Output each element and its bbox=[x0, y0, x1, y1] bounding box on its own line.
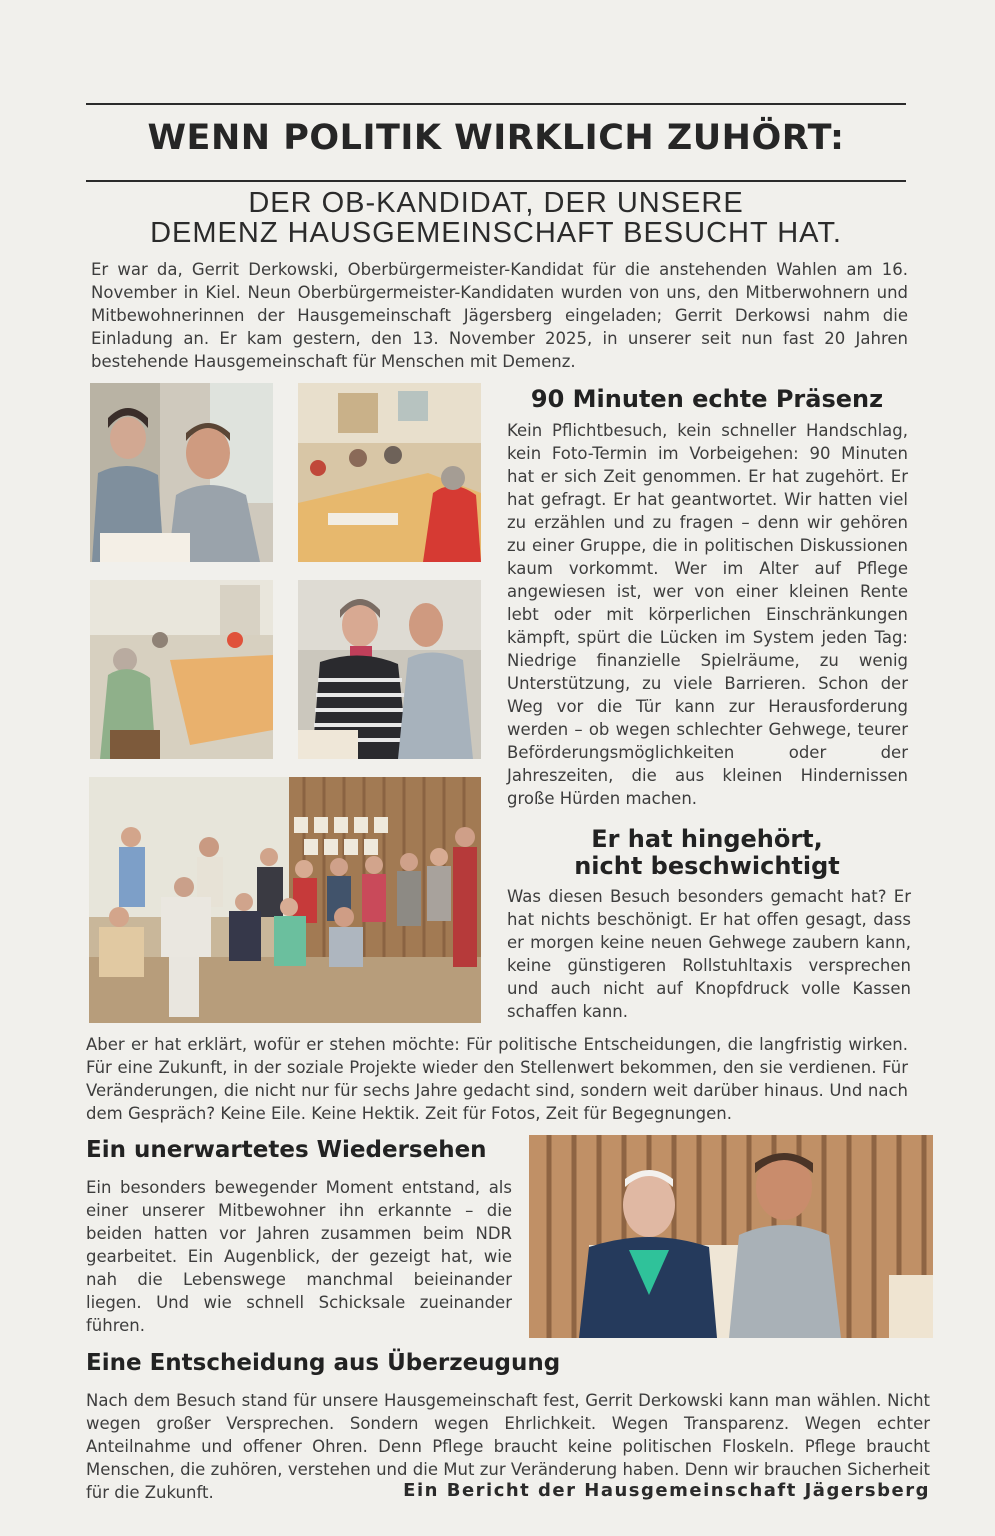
photo-group-picture bbox=[89, 777, 481, 1023]
section-text-listened-continued: Aber er hat erklärt, wofür er stehen möchte: Für politische Entscheidungen, die langfristig wirken. Für eine Zukunft, in der soziale Projekte wieder den Stellenwert bekommen, den sie verdienen. Für Veränderungen, die nicht nur für sechs Jahre gedacht sind, sondern weit darüber hinaus. Und nach dem Gespräch? Keine Eile. Keine Hektik. Zeit für Fotos, Zeit für Begegnungen. bbox=[86, 1035, 908, 1123]
top-rule bbox=[86, 103, 906, 105]
page-title: WENN POLITIK WIRKLICH ZUHÖRT: bbox=[147, 118, 845, 158]
section-heading-presence: 90 Minuten echte Präsenz bbox=[530, 385, 884, 413]
section-text-listened: Was diesen Besuch besonders gemacht hat? Er hat nichts beschönigt. Er hat offen gesagt, dass er morgen keine neuen Gehwege zaubern kann, keine günstigeren Rollstuhltaxis versprechen und auch nicht auf Knopfdruck volle Kassen schaffen kann. bbox=[507, 887, 911, 1021]
photo-woman-speaking bbox=[298, 580, 481, 759]
subtitle-line-2: DEMENZ HAUSGEMEINSCHAFT BESUCHT HAT. bbox=[150, 217, 842, 249]
section-heading-reunion: Ein unerwartetes Wiedersehen bbox=[86, 1137, 487, 1163]
title-rule bbox=[86, 180, 906, 182]
page-subtitle bbox=[86, 188, 906, 248]
section-heading-listened-line-2: nicht beschwichtigt bbox=[574, 852, 840, 880]
section-text-reunion: Ein besonders bewegender Moment entstand, als einer unserer Mitbewohner ihn erkannte – die beiden hatten vor Jahren zusammen beim NDR gearbeitet. Ein Augenblick, der gezeigt hat, wie nah die Lebenswege manchmal beieinander liegen. Und wie schnell Schicksale zueinander führen. bbox=[86, 1178, 512, 1335]
section-heading-listened-line-1: Er hat hingehört, bbox=[591, 825, 823, 853]
section-heading-listened bbox=[507, 826, 907, 880]
section-text-decision: Nach dem Besuch stand für unsere Hausgemeinschaft fest, Gerrit Derkowski kann man wählen. Nicht wegen großer Versprechen. Sondern wegen Ehrlichkeit. Wegen Transparenz. Wegen echter Anteilnahme und offener Ohren. Denn Pflege braucht keine politischen Floskeln. Pflege braucht Menschen, die zuhören, verstehen und die Mut zur Veränderung haben. Denn wir brauchen Sicherheit für die Zukunft. bbox=[86, 1391, 930, 1502]
section-text-presence: Kein Pflichtbesuch, kein schneller Handschlag, kein Foto-Termin im Vorbeigehen: 90 Minuten hat er sich Zeit genommen. Er hat zugehört. Er hat gefragt. Er hat geantwortet. Wir hatten viel zu erzählen und zu fragen – denn wir gehören zu einer Gruppe, die in politischen Diskussionen kaum vorkommt. Wer im Alter auf Pflege angewiesen ist, wer von einer kleinen Rente lebt oder mit körperlichen Einschränkungen kämpft, spürt die Lücken im System jeden Tag: Niedrige finanzielle Spielräume, zu wenig Unterstützung, zu viele Barrieren. Schon der Weg vor die Tür kann zur Herausforderung werden – ob wegen schlechter Gehwege, teurer Beförderungsmöglichkeiten oder der Jahreszeiten, die aus kleinen Hindernissen große Hürden machen. bbox=[507, 421, 908, 808]
report-signature: Ein Bericht der Hausgemeinschaft Jägersberg bbox=[403, 1480, 930, 1501]
photo-residents-table bbox=[90, 580, 273, 759]
section-heading-decision: Eine Entscheidung aus Überzeugung bbox=[86, 1350, 561, 1376]
intro-paragraph: Er war da, Gerrit Derkowski, Oberbürgermeister-Kandidat für die anstehenden Wahlen am 16. November in Kiel. Neun Oberbürgermeister-Kandidaten wurden von uns, den Mitberwohnern und Mitbewohnerinnen der Hausgemeinschaft Jägersberg eingeladen; Gerrit Derkowsi nahm die Einladung an. Er kam gestern, den 13. November 2025, in unserer seit nun fast 20 Jahren bestehende Hausgemeinschaft für Menschen mit Demenz. bbox=[91, 260, 908, 371]
photo-conversation-closeup bbox=[90, 383, 273, 562]
subtitle-line-1: DER OB-KANDIDAT, DER UNSERE bbox=[248, 187, 744, 219]
photo-dining-table-group bbox=[298, 383, 481, 562]
photo-reunion-two-men bbox=[529, 1135, 933, 1338]
